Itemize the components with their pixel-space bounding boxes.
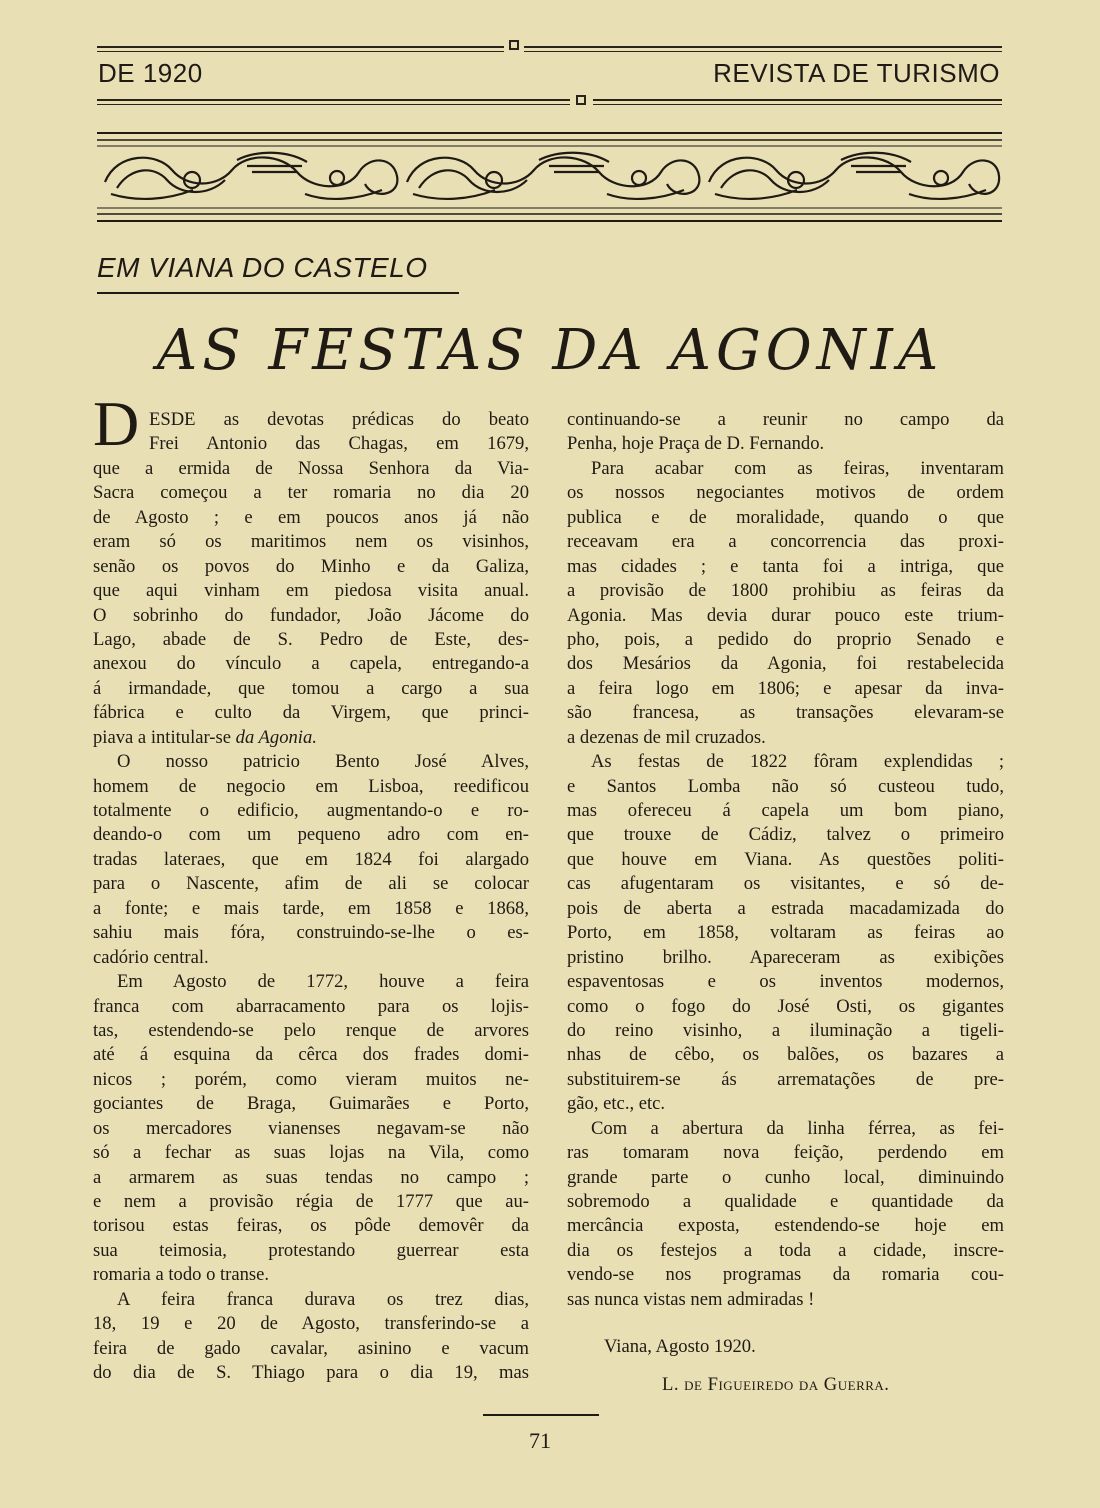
text-line: deando-o com um pequeno adro com en- xyxy=(93,824,529,846)
text-line: Em Agosto de 1772, houve a feira xyxy=(117,971,529,993)
text-line: mas cidades ; e tanta foi a intriga, que xyxy=(567,555,1004,577)
header-top-rule-2-right xyxy=(524,51,1002,52)
signature-place-date: Viana, Agosto 1920. xyxy=(604,1336,756,1357)
right-column xyxy=(567,408,1004,1312)
footer-rule xyxy=(483,1414,599,1416)
page-number: 71 xyxy=(529,1428,551,1453)
header-top-rule xyxy=(97,46,504,48)
article-kicker: EM VIANA DO CASTELO xyxy=(97,252,428,283)
text-line: a dezenas de mil cruzados. xyxy=(567,726,766,748)
text-line: sahiu mais fóra, construindo-se-lhe o es- xyxy=(93,922,529,944)
text-line: homem de negocio em Lisboa, reedificou xyxy=(93,775,529,797)
text-line: senão os povos do Minho e da Galiza, xyxy=(93,555,529,577)
text-line: até á esquina da cêrca dos frades domi- xyxy=(93,1044,529,1066)
text-line: sas nunca vistas nem admiradas ! xyxy=(567,1288,815,1310)
text-line: nicos ; porém, como vieram muitos ne- xyxy=(93,1068,529,1090)
text-line: que trouxe de Cádiz, talvez o primeiro xyxy=(567,824,1004,846)
text-line: gão, etc., etc. xyxy=(567,1093,666,1115)
header-top-square xyxy=(509,40,519,50)
text-line: substituirem-se ás arrematações de pre- xyxy=(567,1068,1004,1090)
header-bottom-rule xyxy=(97,99,570,101)
text-line: cas afugentaram os visitantes, e só de- xyxy=(567,873,1004,895)
text-line: cadório central. xyxy=(93,946,209,968)
text-line: mas ofereceu á capela um bom piano, xyxy=(567,800,1004,821)
text-line: tas, estendendo-se pelo renque de arvores xyxy=(93,1019,529,1041)
signature-author: L. de Figueiredo da Guerra. xyxy=(662,1374,890,1395)
header-bottom-rule-right xyxy=(593,99,1002,101)
text-line: á irmandade, que tomou a cargo a sua xyxy=(93,677,529,699)
text-line: que a ermida de Nossa Senhora da Via- xyxy=(93,457,529,479)
text-line: pho, pois, a pedido do proprio Senado e xyxy=(567,628,1004,650)
text-line: sua teimosia, protestando guerrear esta xyxy=(93,1239,529,1261)
header-issue-date: DE 1920 xyxy=(98,58,203,88)
text-line: do reino visinho, a iluminação a tigeli- xyxy=(567,1019,1004,1041)
text-line: piava a intitular-se da Agonia. xyxy=(93,726,317,748)
text-line: continuando-se a reunir no campo da xyxy=(567,409,1004,430)
text-line: a feira logo em 1806; e apesar da inva- xyxy=(567,677,1004,699)
text-line: sobremodo a qualidade e quantidade da xyxy=(567,1191,1004,1212)
text-line: publica e de moralidade, quando o que xyxy=(567,506,1004,528)
text-line: Lago, abade de S. Pedro de Este, des- xyxy=(93,628,529,650)
header-bottom-rule-2 xyxy=(97,104,570,105)
text-line: os mercadores vianenses negavam-se não xyxy=(93,1117,529,1139)
text-line: As festas de 1822 fôram explendidas ; xyxy=(591,751,1004,773)
text-line: anexou do vínculo a capela, entregando-a xyxy=(93,653,529,675)
text-line: dia os festejos a toda a cidade, inscre- xyxy=(567,1239,1004,1261)
text-line: de Agosto ; e em poucos anos já não xyxy=(93,506,529,528)
kicker-underline xyxy=(97,292,459,294)
text-line: Porto, em 1858, voltaram as feiras ao xyxy=(567,922,1004,944)
text-line: pois de aberta a estrada macadamizada do xyxy=(567,897,1004,919)
text-line: Para acabar com as feiras, inventaram xyxy=(591,457,1004,479)
text-line: e Santos Lomba não só custeou tudo, xyxy=(567,775,1004,797)
text-line: pristino brilho. Apareceram as exibições xyxy=(567,946,1004,968)
text-line: a armarem as suas tendas no campo ; xyxy=(93,1166,529,1188)
text-line: romaria a todo o transe. xyxy=(93,1264,270,1286)
text-line: só a fechar as suas lojas na Vila, como xyxy=(93,1142,529,1164)
text-line: O sobrinho do fundador, João Jácome do xyxy=(93,604,529,626)
header-top-rule-2 xyxy=(97,51,504,52)
text-line: 18, 19 e 20 de Agosto, transferindo-se a xyxy=(93,1313,529,1335)
text-line: Penha, hoje Praça de D. Fernando. xyxy=(567,433,825,455)
text-line: do dia de S. Thiago para o dia 19, mas xyxy=(93,1362,529,1384)
text-line: eram só os maritimos nem os visinhos, xyxy=(93,531,529,553)
header-bottom-rule-right-2 xyxy=(593,104,1002,105)
text-line: que aqui vinham em piedosa visita anual. xyxy=(93,580,529,602)
text-line: tradas lateraes, que em 1824 foi alargado xyxy=(93,848,529,870)
text-line: franca com abarracamento para os lojis- xyxy=(93,995,529,1017)
drop-cap: D xyxy=(93,388,140,459)
text-line: totalmente o edificio, augmentando-o e ro- xyxy=(93,800,529,821)
header-magazine-title: REVISTA DE TURISMO xyxy=(713,58,1000,88)
header-top-rule-right xyxy=(524,46,1002,48)
text-line: Com a abertura da linha férrea, as fei- xyxy=(591,1117,1004,1139)
header-bottom-square xyxy=(576,95,586,105)
text-line: Frei Antonio das Chagas, em 1679, xyxy=(149,433,529,455)
text-line: mercância exposta, estendendo-se hoje em xyxy=(567,1215,1004,1237)
text-line: O nosso patricio Bento José Alves, xyxy=(117,751,529,773)
text-line: A feira franca durava os trez dias, xyxy=(117,1288,529,1310)
italic-agonia: da Agonia. xyxy=(235,726,317,748)
text-line: os nossos negociantes motivos de ordem xyxy=(567,482,1004,504)
text-line: Sacra começou a ter romaria no dia 20 xyxy=(93,482,529,504)
text-line: a fonte; e mais tarde, em 1858 e 1868, xyxy=(93,897,529,919)
text-line: vendo-se nos programas da romaria cou- xyxy=(567,1264,1004,1286)
text-line: ESDE as devotas prédicas do beato xyxy=(149,409,530,430)
article-title: AS FESTAS DA AGONIA xyxy=(156,318,944,383)
text-line: a provisão de 1800 prohibiu as feiras da xyxy=(567,580,1004,602)
text-line: torisou estas feiras, os pôde demovêr da xyxy=(93,1215,529,1237)
text-line: são francesa, as transações elevaram-se xyxy=(567,702,1004,724)
text-line: ras tomaram nova feição, perdendo em xyxy=(567,1142,1004,1164)
text-line: dos Mesários da Agonia, foi restabelecida xyxy=(567,653,1004,675)
left-column xyxy=(93,408,529,1386)
text-line: como o fogo do José Osti, os gigantes xyxy=(567,995,1004,1017)
text-line: gociantes de Braga, Guimarães e Porto, xyxy=(93,1093,529,1115)
text-line: espaventosas e os inventos modernos, xyxy=(567,971,1004,993)
text-line: que houve em Viana. As questões politi- xyxy=(567,848,1004,870)
text-line: receavam era a concorrencia das proxi- xyxy=(567,531,1004,553)
first-word-rest: ESDE xyxy=(149,409,196,430)
text-line: e nem a provisão régia de 1777 que au- xyxy=(93,1191,529,1212)
text-line: fábrica e culto da Virgem, que princi- xyxy=(93,702,529,724)
text-line: feira de gado cavalar, asinino e vacum xyxy=(93,1337,529,1359)
text-line: nhas de cêbo, os balões, os bazares a xyxy=(567,1044,1004,1066)
art-nouveau-ornament-icon xyxy=(97,130,1002,230)
text-line: Agonia. Mas devia durar pouco este trium- xyxy=(567,604,1004,626)
text-line: grande parte o cunho local, diminuindo xyxy=(567,1166,1004,1188)
text-line: para o Nascente, afim de ali se colocar xyxy=(93,873,529,895)
